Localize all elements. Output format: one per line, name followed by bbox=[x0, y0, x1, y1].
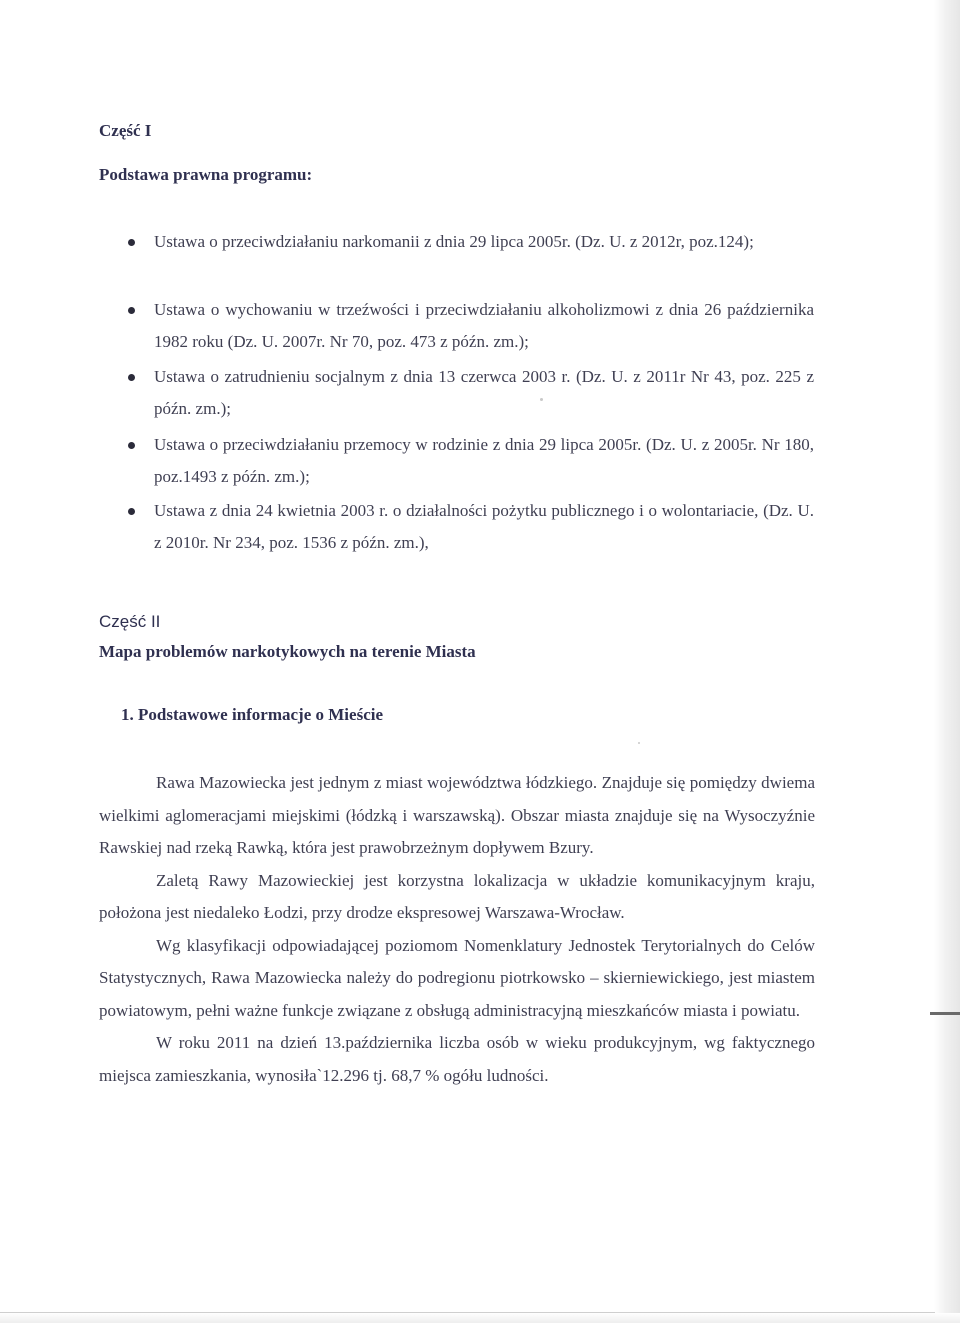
legal-basis-text: Ustawa z dnia 24 kwietnia 2003 r. o działalności pożytku publicznego i o wolontariacie, (Dz. U. z 2010r. Nr 234, poz. 1536 z późn. zm.), bbox=[154, 501, 814, 552]
section-body bbox=[99, 767, 815, 1092]
part2-subtitle: Mapa problemów narkotykowych na terenie Miasta bbox=[99, 642, 476, 661]
section-heading: 1. Podstawowe informacje o Mieście bbox=[121, 705, 384, 724]
bullet-icon bbox=[128, 307, 135, 314]
scan-edge-right bbox=[934, 0, 960, 1323]
legal-basis-item bbox=[154, 495, 814, 559]
bullet-icon bbox=[128, 239, 135, 246]
legal-basis-text: Ustawa o wychowaniu w trzeźwości i przeciwdziałaniu alkoholizmowi z dnia 26 października 1982 roku (Dz. U. 2007r. Nr 70, poz. 473 z późn. zm.); bbox=[154, 300, 814, 351]
body-paragraph: Rawa Mazowiecka jest jednym z miast województwa łódzkiego. Znajduje się pomiędzy dwiema wielkimi aglomeracjami miejskimi (łódzką i warszawską). Obszar miasta znajduje się na Wysoczyźnie Rawskiej nad rzeką Rawką, która jest prawobrzeżnym dopływem Bzury. bbox=[99, 773, 815, 857]
scan-mark-right bbox=[930, 1012, 960, 1015]
legal-basis-text: Ustawa o przeciwdziałaniu narkomanii z dnia 29 lipca 2005r. (Dz. U. z 2012r, poz.124); bbox=[154, 232, 754, 251]
scan-edge-bottom bbox=[0, 1313, 960, 1323]
legal-basis-item bbox=[154, 361, 814, 425]
legal-basis-item bbox=[154, 429, 814, 493]
body-paragraph: Wg klasyfikacji odpowiadającej poziomom Nomenklatury Jednostek Terytorialnych do Celów Statystycznych, Rawa Mazowiecka należy do podregionu piotrkowsko – skierniewickiego, jest miastem powiatowym, pełni ważne funkcje związane z obsługą administracyjną mieszkańców miasta i powiatu. bbox=[99, 935, 815, 1020]
legal-basis-text: Ustawa o przeciwdziałaniu przemocy w rodzinie z dnia 29 lipca 2005r. (Dz. U. z 2005r. Nr 180, poz.1493 z późn. zm.); bbox=[154, 435, 814, 486]
scan-speck bbox=[638, 742, 640, 744]
bullet-icon bbox=[128, 442, 135, 449]
part2-title: Część II bbox=[99, 612, 161, 631]
part1-title: Część I bbox=[99, 121, 152, 140]
body-paragraph: Zaletą Rawy Mazowieckiej jest korzystna lokalizacja w układzie komunikacyjnym kraju, położona jest niedaleko Łodzi, przy drodze ekspresowej Warszawa-Wrocław. bbox=[99, 870, 815, 922]
part1-subtitle: Podstawa prawna programu: bbox=[99, 165, 313, 184]
legal-basis-item bbox=[154, 226, 814, 258]
legal-basis-item bbox=[154, 294, 814, 358]
body-paragraph: W roku 2011 na dzień 13.października liczba osób w wieku produkcyjnym, wg faktycznego miejsca zamieszkania, wynosiła`12.296 tj. 68,7 % ogółu ludności. bbox=[99, 1033, 815, 1085]
bullet-icon bbox=[128, 508, 135, 515]
legal-basis-text: Ustawa o zatrudnieniu socjalnym z dnia 13 czerwca 2003 r. (Dz. U. z 2011r Nr 43, poz. 225 z późn. zm.); bbox=[154, 367, 814, 418]
bullet-icon bbox=[128, 374, 135, 381]
